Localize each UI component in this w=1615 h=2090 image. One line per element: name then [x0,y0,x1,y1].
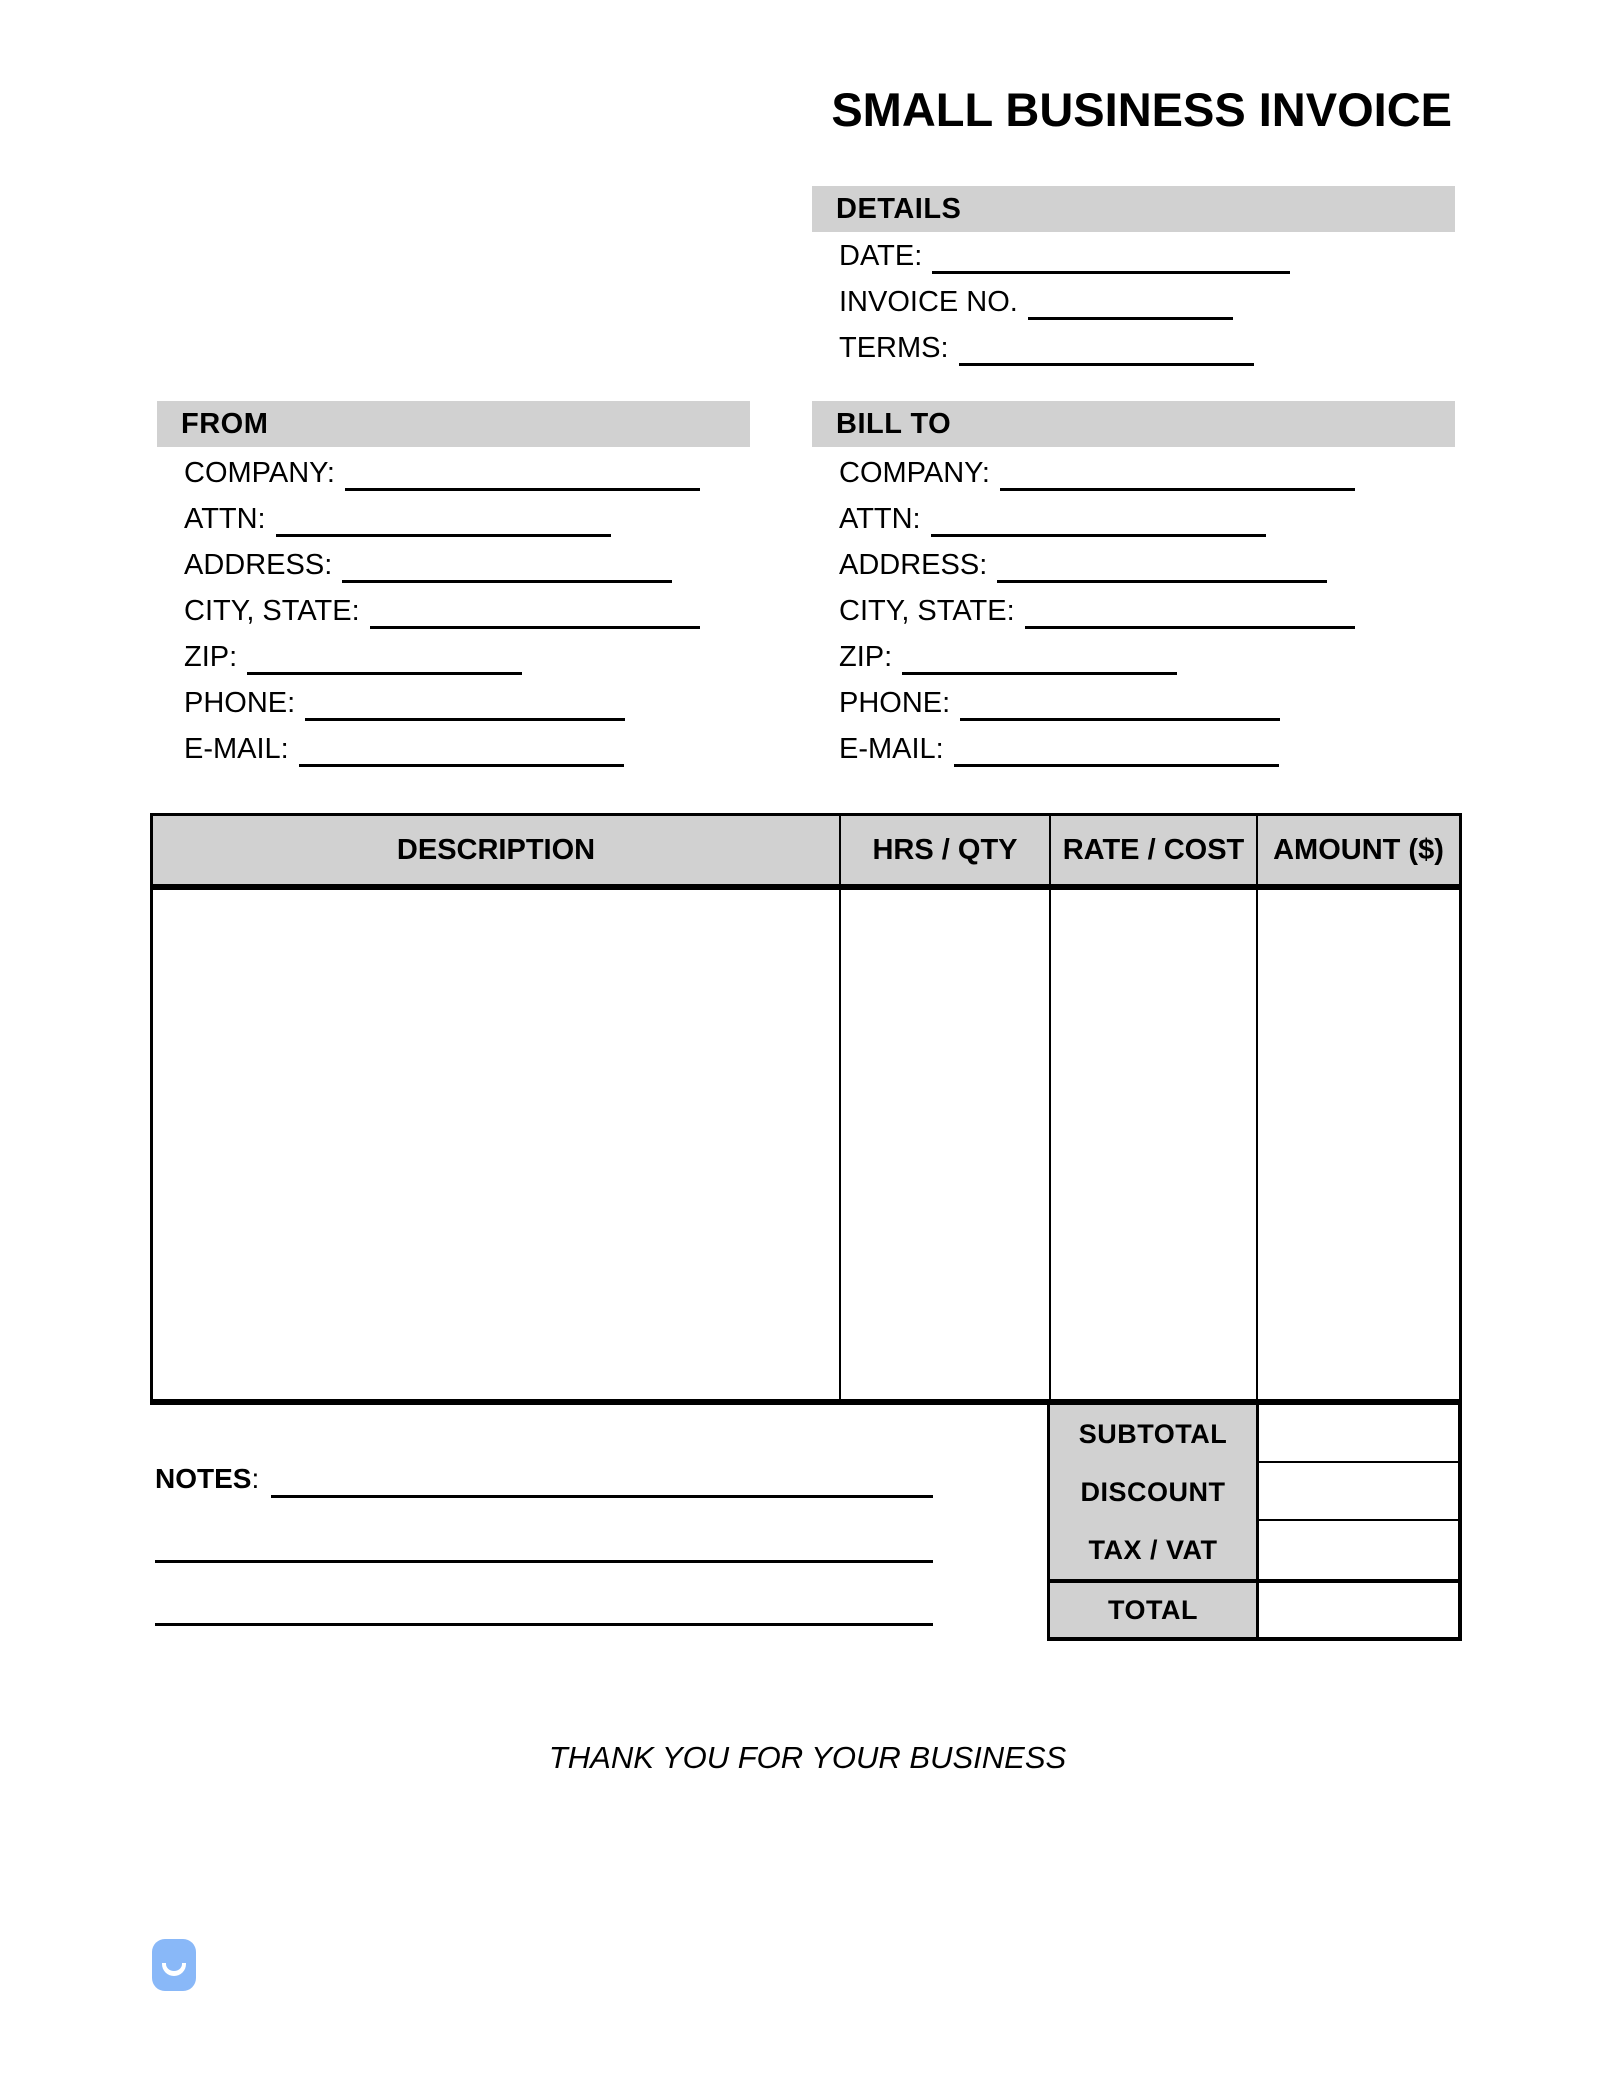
billto-email-fill-line[interactable] [954,764,1279,767]
rate-cost-cell[interactable] [1051,890,1258,1399]
attn-label: ATTN: [184,503,266,535]
invoice-no-fill-line[interactable] [1028,317,1233,320]
details-section-header: DETAILS [812,186,1455,232]
from-field-address [157,543,750,589]
bill-to-section-header: BILL TO [812,401,1455,447]
from-field-zip [157,635,750,681]
description-cell[interactable] [153,890,841,1399]
smile-glyph [162,1963,186,1976]
notes-section [155,1462,933,1626]
amount-cell[interactable] [1258,890,1459,1399]
billto-company-fill-line[interactable] [1000,488,1355,491]
billto-field-email [812,727,1455,773]
field-terms [812,326,1455,372]
details-section [812,186,1455,372]
billto-zip-fill-line[interactable] [902,672,1177,675]
totals-section [1047,1405,1462,1641]
address-label: ADDRESS: [184,549,333,581]
bill-to-section [812,401,1455,773]
zip-label: ZIP: [839,641,893,673]
billto-phone-fill-line[interactable] [960,718,1280,721]
terms-fill-line[interactable] [959,363,1254,366]
billto-city-state-fill-line[interactable] [1025,626,1355,629]
from-section [157,401,750,773]
from-email-fill-line[interactable] [299,764,624,767]
column-header-hrs-qty: HRS / QTY [841,816,1051,890]
invoice-no-label: INVOICE NO. [839,286,1018,318]
field-invoice-no [812,280,1455,326]
from-field-company [157,451,750,497]
total-value-cell[interactable] [1256,1579,1458,1637]
from-address-fill-line[interactable] [342,580,672,583]
subtotal-value-cell[interactable] [1256,1405,1458,1463]
discount-label: DISCOUNT [1050,1463,1256,1521]
city-state-label: CITY, STATE: [839,595,1015,627]
attn-label: ATTN: [839,503,921,535]
column-header-amount: AMOUNT ($) [1258,816,1459,890]
billto-field-address [812,543,1455,589]
from-zip-fill-line[interactable] [247,672,522,675]
subtotal-label: SUBTOTAL [1050,1405,1256,1463]
terms-label: TERMS: [839,332,949,364]
address-label: ADDRESS: [839,549,988,581]
hrs-qty-cell[interactable] [841,890,1051,1399]
phone-label: PHONE: [184,687,296,719]
tax-vat-label: TAX / VAT [1050,1521,1256,1579]
billto-attn-fill-line[interactable] [931,534,1266,537]
notes-fill-line-3[interactable] [155,1563,933,1626]
city-state-label: CITY, STATE: [184,595,360,627]
tax-vat-value-cell[interactable] [1256,1521,1458,1579]
company-label: COMPANY: [184,457,335,489]
column-header-rate-cost: RATE / COST [1051,816,1258,890]
column-header-description: DESCRIPTION [153,816,841,890]
billto-field-attn [812,497,1455,543]
billto-field-city-state [812,589,1455,635]
smiley-logo-icon [152,1939,196,1991]
email-label: E-MAIL: [184,733,289,765]
field-date [812,234,1455,280]
line-items-table [150,813,1462,1405]
billto-address-fill-line[interactable] [997,580,1327,583]
notes-colon: : [251,1463,260,1494]
from-phone-fill-line[interactable] [305,718,625,721]
notes-fill-line-1[interactable] [271,1495,933,1498]
billto-field-phone [812,681,1455,727]
thank-you-message: THANK YOU FOR YOUR BUSINESS [548,1740,1067,1775]
from-section-header: FROM [157,401,750,447]
zip-label: ZIP: [184,641,238,673]
from-field-email [157,727,750,773]
from-field-city-state [157,589,750,635]
date-fill-line[interactable] [932,271,1290,274]
company-label: COMPANY: [839,457,990,489]
date-label: DATE: [839,240,923,272]
from-attn-fill-line[interactable] [276,534,611,537]
from-company-fill-line[interactable] [345,488,700,491]
from-field-attn [157,497,750,543]
total-label: TOTAL [1050,1579,1256,1637]
page-title: SMALL BUSINESS INVOICE [831,83,1452,136]
billto-field-zip [812,635,1455,681]
from-field-phone [157,681,750,727]
notes-label: NOTES [155,1463,252,1494]
notes-fill-line-2[interactable] [155,1500,933,1563]
discount-value-cell[interactable] [1256,1463,1458,1521]
billto-field-company [812,451,1455,497]
email-label: E-MAIL: [839,733,944,765]
phone-label: PHONE: [839,687,951,719]
from-city-state-fill-line[interactable] [370,626,700,629]
